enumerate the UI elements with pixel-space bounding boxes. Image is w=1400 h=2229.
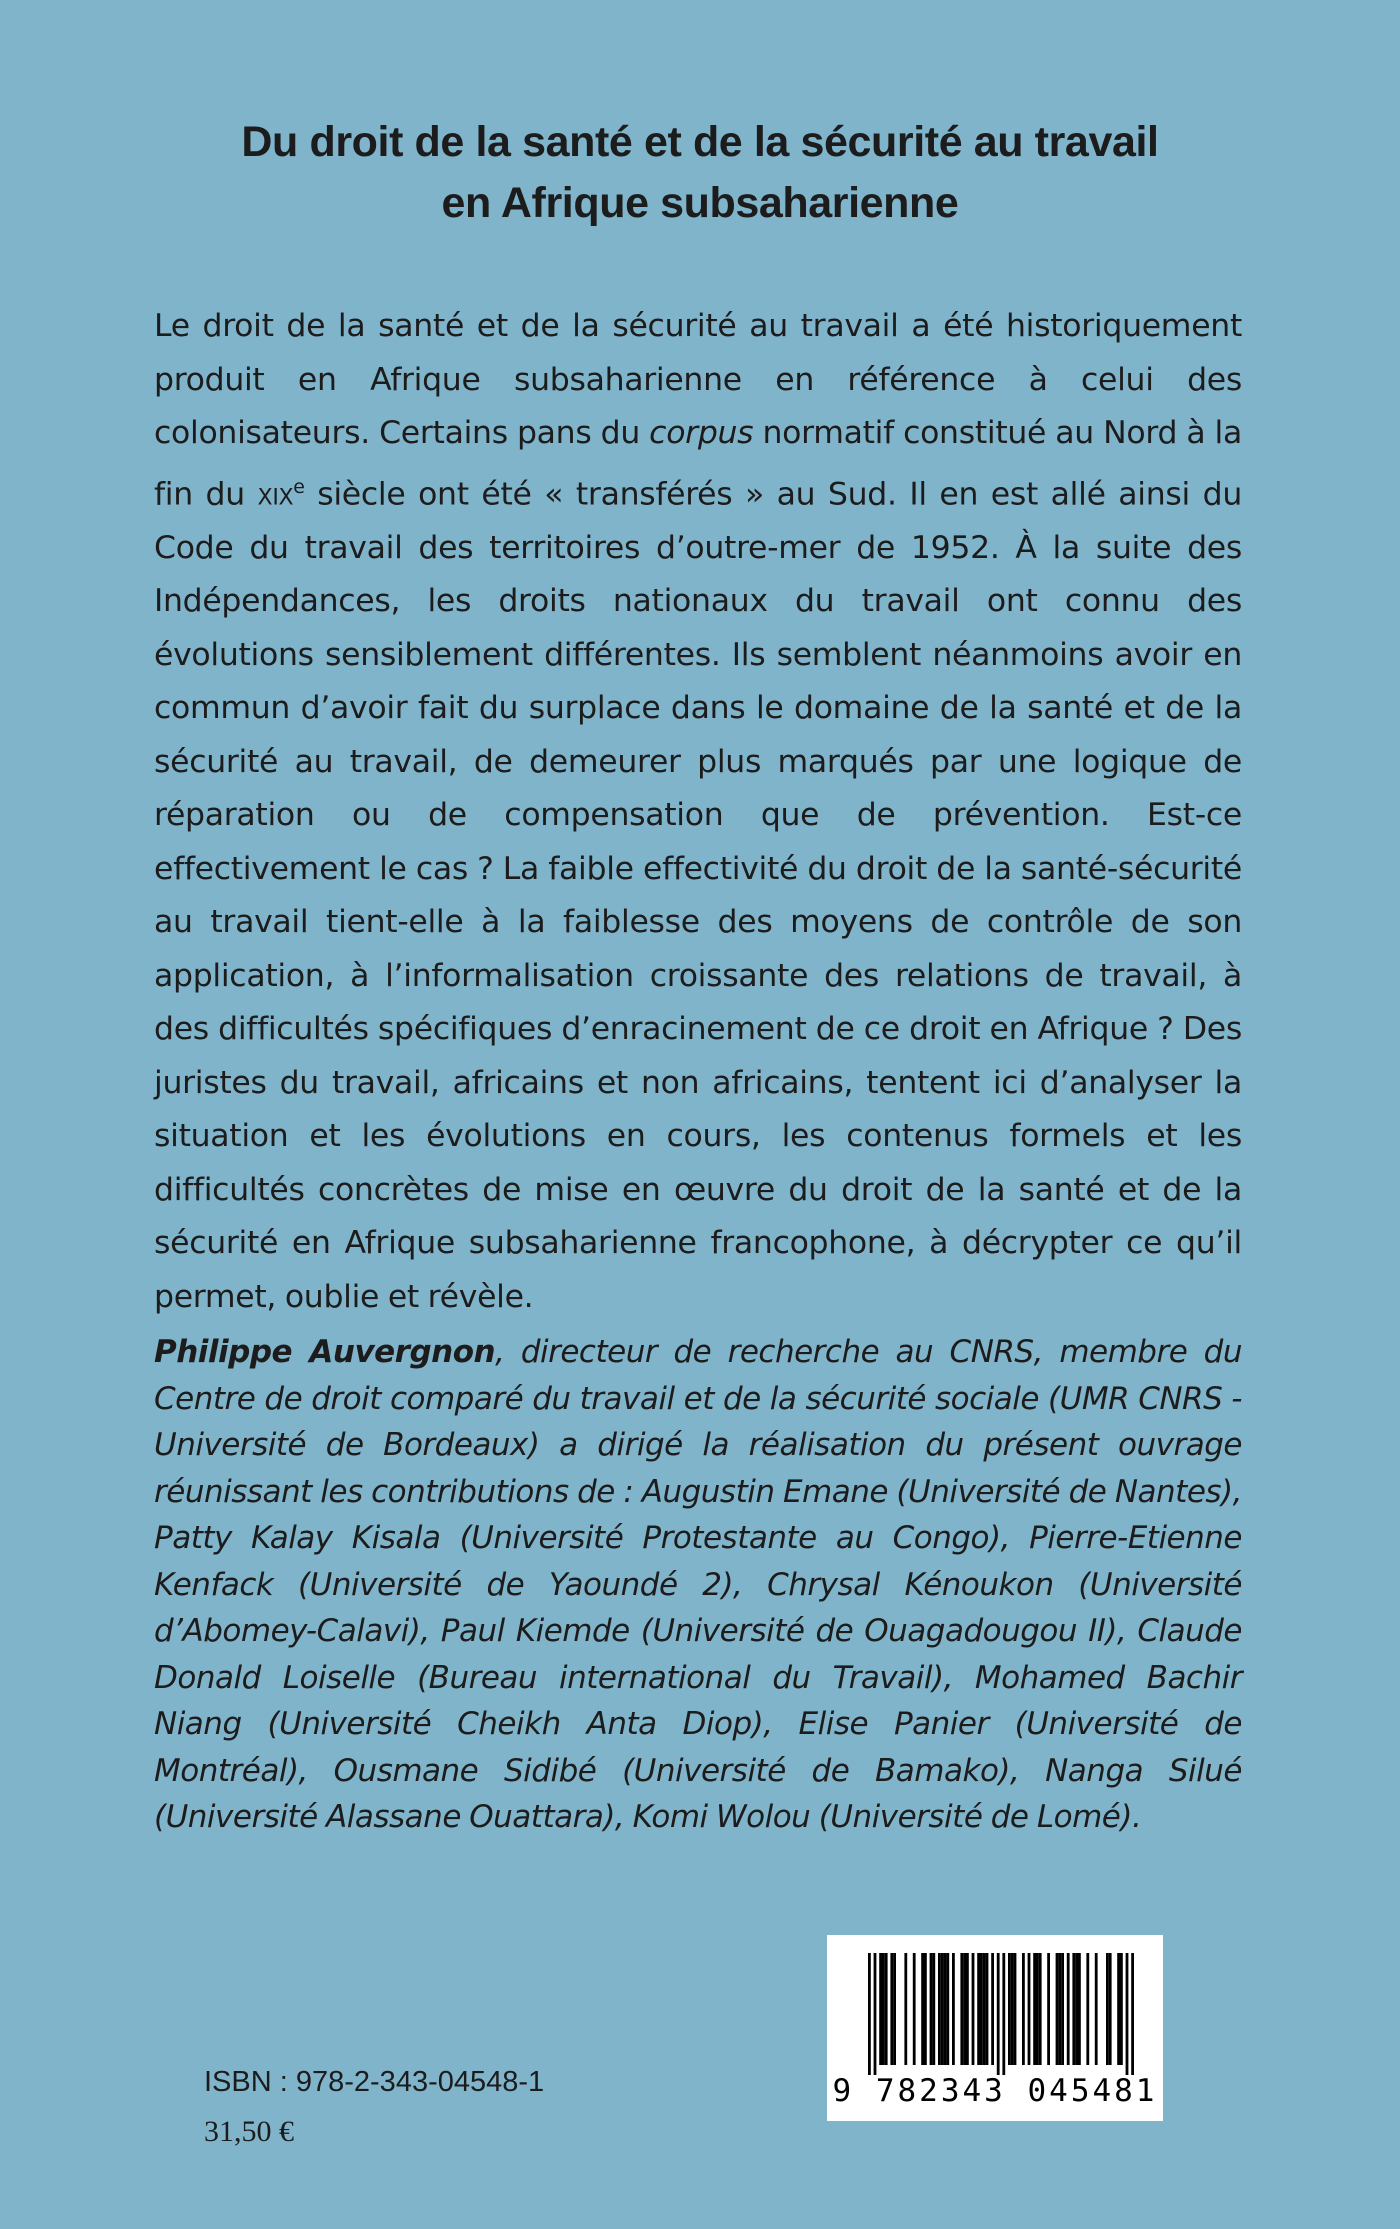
summary-text-part-1: Le droit de la santé et de la sécurité au travail a été historiquement produit en Afrique subsaharienne en référence à celui des colonisateurs. Certains pans du [154,308,1251,451]
barcode-digits: 9 782343 045481 [832,2073,1158,2109]
barcode-bar [980,1953,983,2065]
barcode-bar [1033,1953,1036,2065]
barcode-bar [946,1953,949,2065]
barcode-bar [944,1953,947,2065]
barcode-bar [882,1953,885,2065]
barcode-bar [986,1953,989,2065]
barcode-bar [1109,1953,1112,2065]
summary-text-part-2: normatif constitué au Nord à la fin du [154,415,1251,512]
barcode-bar [966,1953,969,2065]
summary-century: xix [257,476,294,512]
barcode-bar [868,1953,871,2075]
author-paragraph [154,1329,1242,1841]
barcode-bar [1075,1953,1078,2065]
barcode-bar [952,1953,955,2065]
barcode-bar [997,1953,1000,2075]
barcode-bar [890,1953,893,2065]
barcode-bar [1131,1953,1134,2075]
barcode-bar [879,1953,882,2065]
price-label: 31,50 € [204,2115,294,2148]
barcode-bar [1095,1953,1098,2065]
barcode-bar [1067,1953,1070,2065]
barcode-bar [932,1953,935,2065]
summary-text-part-3: siècle ont été « transférés » au Sud. Il en est allé ainsi du Code du travail des territoires d’outre-mer de 1952. À la suite des Indépendances, les droits nationaux du travail ont connu des évolutions sensiblement différentes. Ils semblent néanmoins avoir en commun d’avoir fait du surplace dans le domaine de la santé et de la sécurité au travail, de demeurer plus marqués par une logique de réparation ou de compensation que de prévention. Est-ce effectivement le cas ? La faible effectivité du droit de la santé-sécurité au travail tient-elle à la faiblesse des moyens de contrôle de son application, à l’informalisation croissante des relations de travail, à des difficultés spécifiques d’enracinement de ce droit en Afrique ? Des juristes du travail, africains et non africains, tentent ici d’analyser la situation et les évolutions en cours, les contenus formels et les difficultés concrètes de mise en œuvre du droit de la santé et de la sécurité en Afrique subsaharienne francophone, à décrypter ce qu’il permet, oublie et révèle. [154,476,1251,1315]
barcode-bar [941,1953,944,2065]
barcode-bar [1039,1953,1042,2065]
barcode-bar [1117,1953,1120,2065]
barcode-bar [1011,1953,1014,2065]
barcode-bar [991,1953,994,2065]
barcode-bar [1047,1953,1050,2065]
barcode-bar [1002,1953,1005,2075]
barcode-bar [1036,1953,1039,2065]
barcode-bar [938,1953,941,2065]
book-title-line-1: Du droit de la santé et de la sécurité au travail [241,118,1159,166]
barcode-bar [1008,1953,1011,2065]
barcode-bar [1058,1953,1061,2065]
barcode-bar [893,1953,896,2065]
barcode-bar [1106,1953,1109,2065]
barcode-bar [977,1953,980,2065]
barcode-bar [885,1953,888,2065]
author-bio: , directeur de recherche au CNRS, membre du Centre de droit comparé du travail et de la sécurité sociale (UMR CNRS - Université de Bordeaux) a dirigé la réalisation du présent ouvrage réunissant les contributions de : Augustin Emane (Université de Nantes), Patty Kalay Kisala (Université Protestante au Congo), Pierre-Etienne Kenfack (Université de Yaoundé 2), Chrysal Kénoukon (Université d’Abomey-Calavi), Paul Kiemde (Université de Ouagadougou II), Claude Donald Loiselle (Bureau international du Travail), Mohamed Bachir Niang (Université Cheikh Anta Diop), Elise Panier (Université de Montréal), Ousmane Sidibé (Université de Bamako), Nanga Silué (Université Alassane Ouattara), Komi Wolou (Université de Lomé). [154,1334,1242,1835]
barcode-bar [1014,1953,1017,2065]
barcode-bar [930,1953,933,2065]
barcode-bar [1061,1953,1064,2065]
barcode-bar [983,1953,986,2065]
barcode-bar [1022,1953,1025,2065]
barcode-bar [1078,1953,1081,2065]
barcode-bar [972,1953,975,2065]
barcode-bar [904,1953,907,2065]
book-title [0,112,1400,234]
barcode-bar [1056,1953,1059,2065]
book-title-line-2: en Afrique subsaharienne [441,179,959,227]
summary-paragraph [154,300,1251,1324]
barcode-bar [1126,1953,1129,2075]
summary-corpus-word: corpus [649,415,754,451]
barcode-bar [921,1953,924,2065]
barcode-bars [827,1935,1163,2075]
isbn-label: ISBN : 978-2-343-04548-1 [204,2066,545,2098]
barcode-bar [874,1953,877,2075]
barcode-bar [963,1953,966,2065]
barcode-bar [1086,1953,1089,2065]
author-name: Philippe Auvergnon [154,1334,496,1370]
barcode-bar [960,1953,963,2065]
barcode-bar [913,1953,916,2065]
barcode-bar [1028,1953,1031,2065]
barcode-bar [1120,1953,1123,2065]
barcode-bar [924,1953,927,2065]
summary-century-sup: e [293,475,305,498]
barcode [827,1935,1163,2121]
barcode-bar [1072,1953,1075,2065]
